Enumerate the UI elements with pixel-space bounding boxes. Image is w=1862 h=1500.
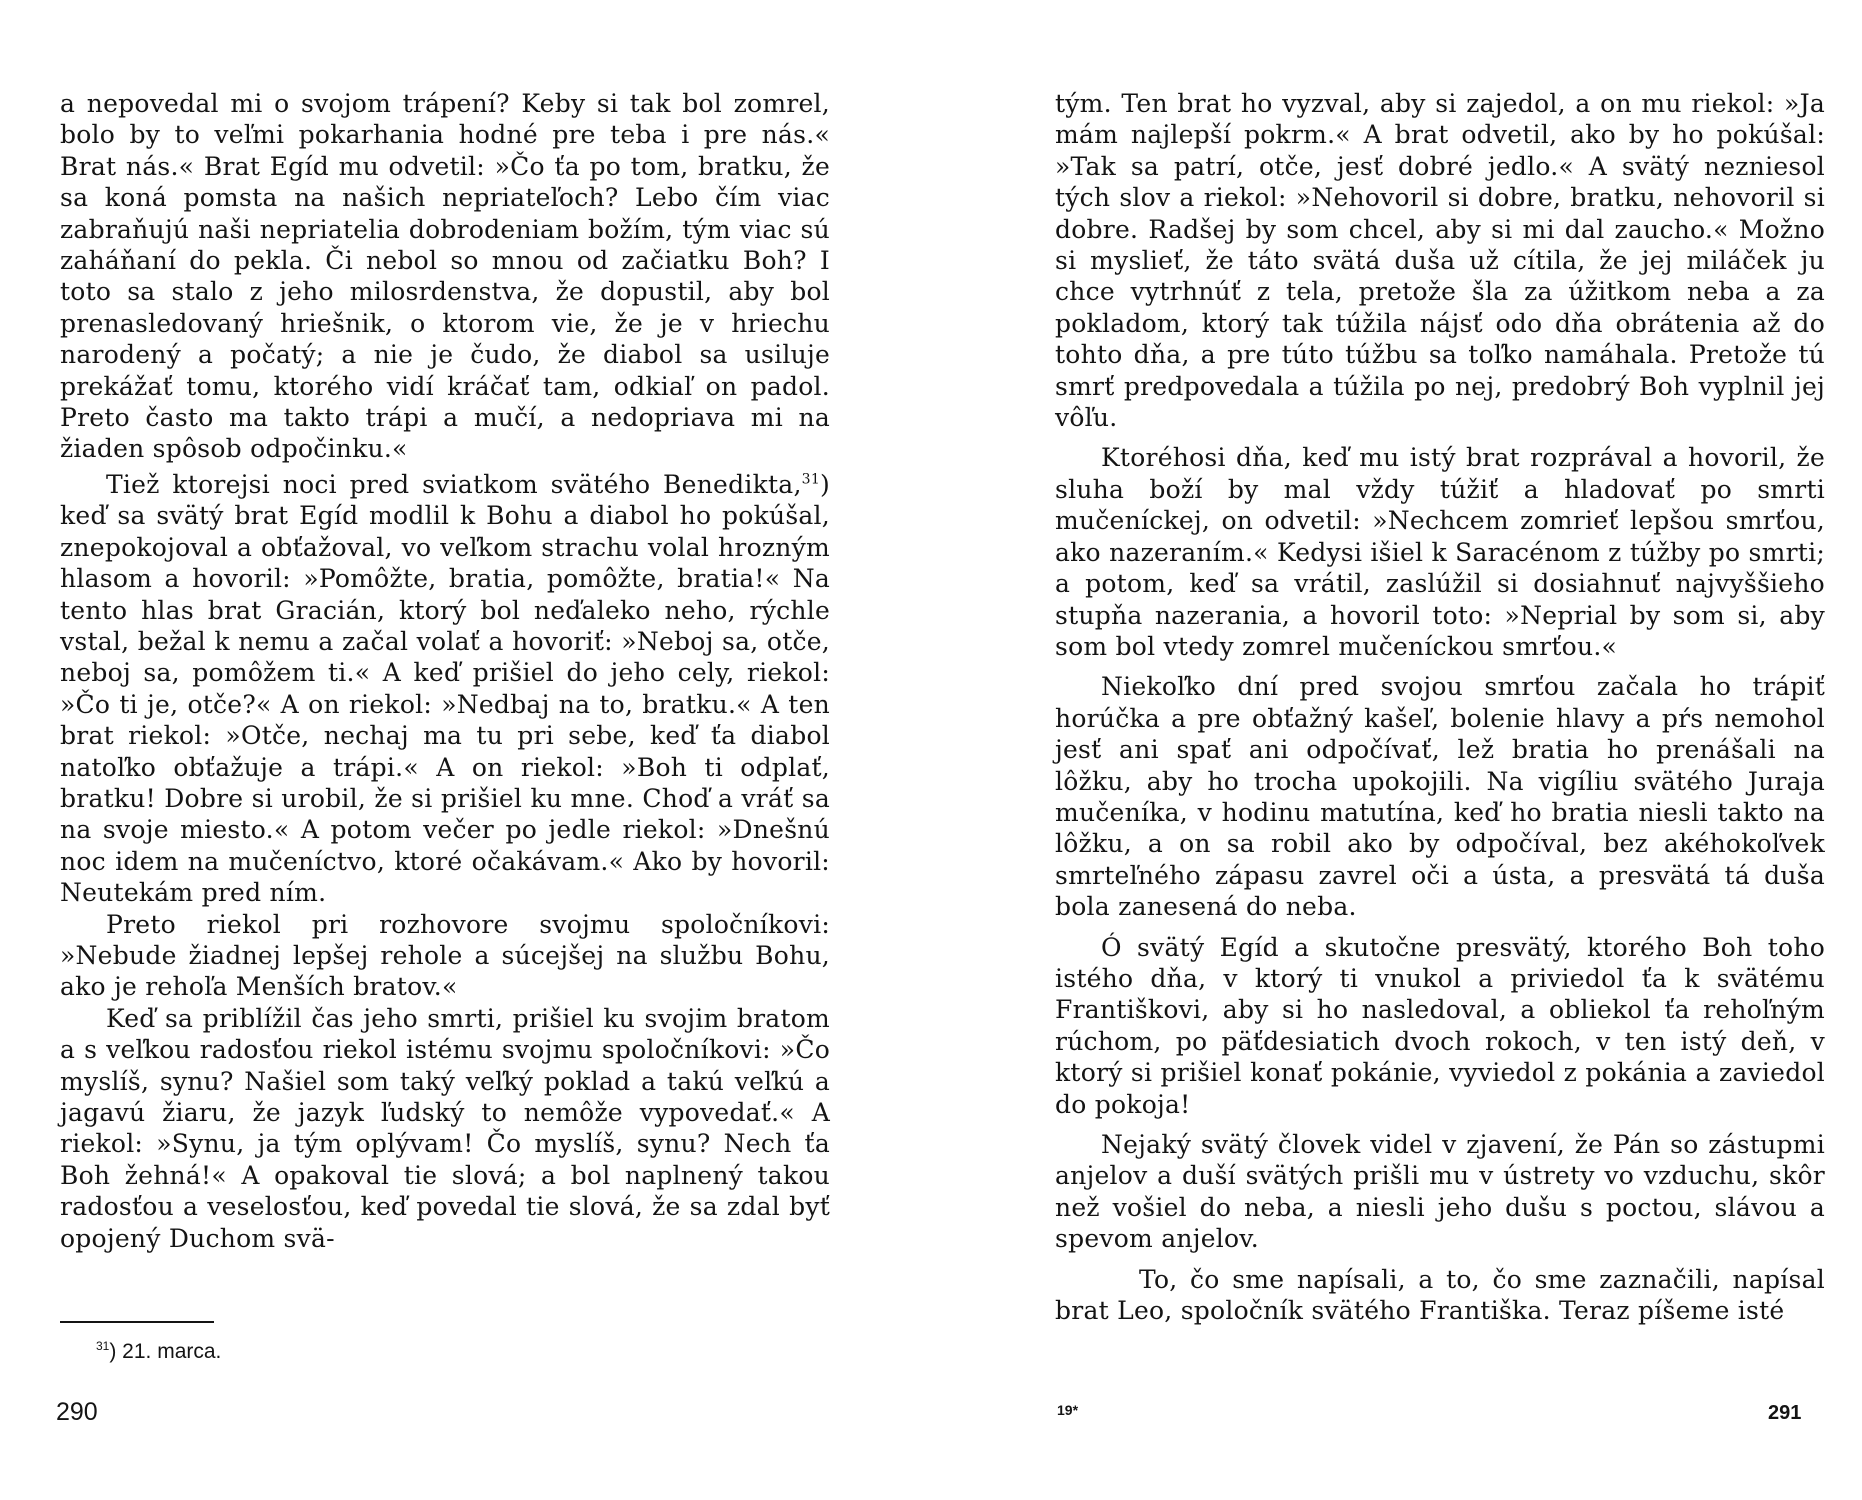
right-paragraph-5: Nejaký svätý človek videl v zjavení, že Pán so zástupmi anjelov a duší svätých prišli mu v ústrety vo vzduchu, skôr než vošiel do neba, a niesli jeho dušu s poctou, slávou a spevom anjelov. bbox=[1055, 1130, 1825, 1254]
left-paragraph-2-text-b: ) keď sa svätý brat Egíd modlil k Bohu a diabol ho pokúšal, znepokojoval a obťažoval, vo veľkom strachu volal hrozným hlasom a hovoril: »Pomôžte, bratia, pomôžte, bratia!« Na tento hlas brat Gracián, ktorý bol neďaleko neho, rýchle vstal, bežal k nemu a začal volať a hovoriť: »Neboj sa, otče, neboj sa, pomôžem ti.« A keď prišiel do jeho cely, riekol: »Čo ti je, otče?« A on riekol: »Nedbaj na to, bratku.« A ten brat riekol: »Otče, nechaj ma tu pri sebe, keď ťa diabol natoľko obťažuje a trápi.« A on riekol: »Boh ti odplať, bratku! Dobre si urobil, že si prišiel ku mne. Choď a vráť sa na svoje miesto.« A potom večer po jedle riekol: »Dnešnú noc idem na mučeníctvo, ktoré očakávam.« Ako by hovoril: Neutekám pred ním. bbox=[60, 469, 830, 908]
left-paragraph-2-text-a: Tiež ktorejsi noci pred sviatkom svätého Benedikta, bbox=[106, 469, 802, 499]
left-paragraph-2 bbox=[60, 469, 830, 909]
page-number-left: 290 bbox=[56, 1398, 98, 1426]
page-number-right: 291 bbox=[1768, 1402, 1802, 1424]
right-paragraph-1: tým. Ten brat ho vyzval, aby si zajedol, a on mu riekol: »Ja mám najlepší pokrm.« A brat odvetil, ako by ho pokúšal: »Tak sa patrí, otče, jesť dobré jedlo.« A svätý nezniesol tých slov a riekol: »Nehovoril si dobre, bratku, nehovoril si dobre. Radšej by som chcel, aby si mi dal zaucho.« Možno si myslieť, že táto svätá duša už cítila, že jej miláček ju chce vytrhnúť z tela, pretože šla za úžitkom neba a za pokladom, ktorý tak túžila nájsť odo dňa obrátenia až do tohto dňa, a pre túto túžbu sa toľko namáhala. Pretože tú smrť predpovedala a túžila po nej, predobrý Boh vyplnil jej vôľu. bbox=[1055, 89, 1825, 433]
right-page bbox=[1055, 88, 1825, 1326]
footnote-number: 31 bbox=[96, 1339, 110, 1353]
footnote-reference: 31 bbox=[801, 471, 820, 488]
right-paragraph-2: Ktoréhosi dňa, keď mu istý brat rozprával a hovoril, že sluha boží by mal vždy túžiť a hladovať po smrti mučeníckej, on odvetil: »Nechcem zomrieť lepšou smrťou, ako nazeraním.« Kedysi išiel k Saracénom z túžby po smrti; a potom, keď sa vrátil, zaslúžil si dosiahnuť najvyššieho stupňa nazerania, a hovoril toto: »Neprial by som si, aby som bol vtedy zomrel mučeníckou smrťou.« bbox=[1055, 443, 1825, 661]
signature-mark: 19* bbox=[1057, 1402, 1079, 1418]
right-paragraph-3: Niekoľko dní pred svojou smrťou začala ho trápiť horúčka a pre obťažný kašeľ, bolenie hlavy a pŕs nemohol jesť ani spať ani odpočívať, lež bratia ho prenášali na lôžku, aby ho trocha upokojili. Na vigíliu svätého Juraja mučeníka, v hodinu matutína, keď ho bratia niesli takto na lôžku, a on sa robil ako by odpočíval, bez akéhokoľvek smrteľného zápasu zavrel oči a ústa, a presvätá tá duša bola zanesená do neba. bbox=[1055, 672, 1825, 922]
right-paragraph-4: Ó svätý Egíd a skutočne presvätý, ktorého Boh toho istého dňa, v ktorý ti vnukol a priviedol ťa k svätému Františkovi, aby si ho nasledoval, a obliekol ťa rehoľným rúchom, po päťdesiatich dvoch rokoch, v ten istý deň, v ktorý si prišiel konať pokánie, vyviedol z pokánia a zaviedol do pokoja! bbox=[1055, 932, 1825, 1119]
left-paragraph-4: Keď sa priblížil čas jeho smrti, prišiel ku svojim bratom a s veľkou radosťou riekol istému svojmu spoločníkovi: »Čo myslíš, synu? Našiel som taký veľký poklad a takú veľkú a jagavú žiaru, že jazyk ľudský to nemôže vypovedať.« A riekol: »Synu, ja tým oplývam! Čo myslíš, synu? Nech ťa Boh žehná!« A opakoval tie slová; a bol naplnený takou radosťou a veselosťou, keď povedal tie slová, že sa zdal byť opojený Duchom svä- bbox=[60, 1003, 830, 1253]
left-paragraph-3: Preto riekol pri rozhovore svojmu spoločníkovi: »Nebude žiadnej lepšej rehole a súcejšej na službu Bohu, ako je rehoľa Menších bratov.« bbox=[60, 909, 830, 1002]
footnote-text: ) 21. marca. bbox=[109, 1340, 222, 1363]
footnote-rule bbox=[60, 1321, 214, 1323]
left-page bbox=[60, 88, 830, 1254]
footnote bbox=[96, 1340, 221, 1364]
right-paragraph-6: To, čo sme napísali, a to, čo sme zaznačili, napísal brat Leo, spoločník svätého Františka. Teraz píšeme isté bbox=[1055, 1264, 1825, 1326]
left-paragraph-1: a nepovedal mi o svojom trápení? Keby si tak bol zomrel, bolo by to veľmi pokarhania hodné pre teba i pre nás.« Brat nás.« Brat Egíd mu odvetil: »Čo ťa po tom, bratku, že sa koná pomsta na našich nepriateľoch? Lebo čím viac zabraňujú naši nepriatelia dobrodeniam božím, tým viac sú zaháňaní do pekla. Či nebol so mnou od začiatku Boh? I toto sa stalo z jeho milosrdenstva, že dopustil, aby bol prenasledovaný hriešnik, o ktorom vie, že je v hriechu narodený a počatý; a nie je čudo, že diabol sa usiluje prekážať tomu, ktorého vidí kráčať tam, odkiaľ on padol. Preto často ma takto trápi a mučí, a nedopriava mi na žiaden spôsob odpočinku.« bbox=[60, 89, 830, 464]
